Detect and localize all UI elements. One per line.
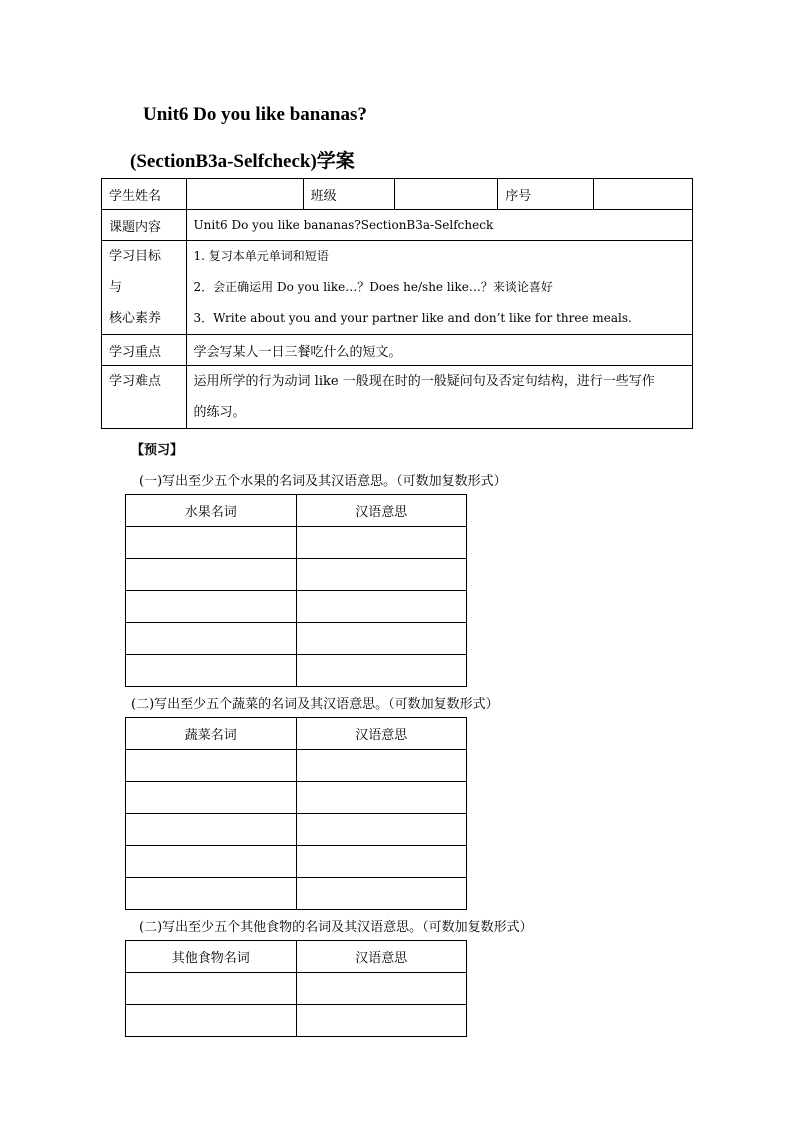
topic-value: Unit6 Do you like bananas?SectionB3a-Selfcheck	[186, 210, 692, 241]
vegetable-col-header: 蔬菜名词	[126, 718, 297, 750]
other-food-instruction: (二)写出至少五个其他食物的名词及其汉语意思。（可数加复数形式）	[139, 920, 533, 935]
fruit-cell[interactable]	[126, 655, 297, 687]
vegetable-cell[interactable]	[126, 878, 297, 910]
preview-heading: 【预习】	[131, 443, 184, 458]
difficulty-value	[186, 366, 692, 429]
meaning-col-header: 汉语意思	[296, 718, 467, 750]
meaning-cell[interactable]	[296, 527, 467, 559]
fruit-cell[interactable]	[126, 527, 297, 559]
meaning-cell[interactable]	[296, 591, 467, 623]
goals-label-line: 核心素养	[109, 311, 162, 326]
difficulty-label: 学习难点	[102, 366, 187, 429]
class-label: 班级	[303, 179, 394, 210]
class-field[interactable]	[395, 179, 498, 210]
fruit-cell[interactable]	[126, 623, 297, 655]
number-label: 序号	[498, 179, 593, 210]
student-name-field[interactable]	[186, 179, 303, 210]
goals-content	[186, 241, 692, 335]
fruit-cell[interactable]	[126, 591, 297, 623]
focus-value: 学会写某人一日三餐吃什么的短文。	[186, 335, 692, 366]
meaning-cell[interactable]	[296, 878, 467, 910]
goals-label-line: 学习目标	[109, 249, 162, 264]
meaning-cell[interactable]	[296, 623, 467, 655]
meaning-cell[interactable]	[296, 814, 467, 846]
goals-label	[102, 241, 187, 335]
focus-label: 学习重点	[102, 335, 187, 366]
meaning-col-header: 汉语意思	[296, 941, 467, 973]
meaning-cell[interactable]	[296, 782, 467, 814]
vegetable-cell[interactable]	[126, 846, 297, 878]
other-food-col-header: 其他食物名词	[126, 941, 297, 973]
goal-item: 1. 复习本单元单词和短语	[193, 249, 329, 263]
number-field[interactable]	[593, 179, 692, 210]
fruit-cell[interactable]	[126, 559, 297, 591]
fruit-table	[125, 494, 467, 687]
vegetable-instruction: (二)写出至少五个蔬菜的名词及其汉语意思。（可数加复数形式）	[131, 697, 499, 712]
vegetable-table	[125, 717, 467, 910]
other-food-cell[interactable]	[126, 973, 297, 1005]
vegetable-cell[interactable]	[126, 814, 297, 846]
goal-item: 2．会正确运用 Do you like…？Does he/she like…？来谈论喜好	[193, 280, 553, 294]
meaning-cell[interactable]	[296, 655, 467, 687]
other-food-cell[interactable]	[126, 1005, 297, 1037]
meaning-col-header: 汉语意思	[296, 495, 467, 527]
meaning-cell[interactable]	[296, 750, 467, 782]
other-food-table	[125, 940, 467, 1037]
meaning-cell[interactable]	[296, 846, 467, 878]
vegetable-cell[interactable]	[126, 782, 297, 814]
goal-item: 3．Write about you and your partner like and don’t like for three meals.	[193, 311, 632, 325]
goals-label-line: 与	[109, 280, 123, 295]
meaning-cell[interactable]	[296, 1005, 467, 1037]
difficulty-line: 运用所学的行为动词 like 一般现在时的一般疑问句及否定句结构，进行一些写作	[193, 374, 655, 389]
student-name-label: 学生姓名	[102, 179, 187, 210]
document-title: Unit6 Do you like bananas?	[143, 104, 367, 125]
fruit-instruction: (一)写出至少五个水果的名词及其汉语意思。（可数加复数形式）	[139, 474, 507, 489]
difficulty-line: 的练习。	[193, 405, 246, 420]
fruit-col-header: 水果名词	[126, 495, 297, 527]
vegetable-cell[interactable]	[126, 750, 297, 782]
info-table	[101, 178, 693, 429]
meaning-cell[interactable]	[296, 559, 467, 591]
document-subtitle: (SectionB3a-Selfcheck)学案	[130, 151, 355, 172]
topic-label: 课题内容	[102, 210, 187, 241]
meaning-cell[interactable]	[296, 973, 467, 1005]
